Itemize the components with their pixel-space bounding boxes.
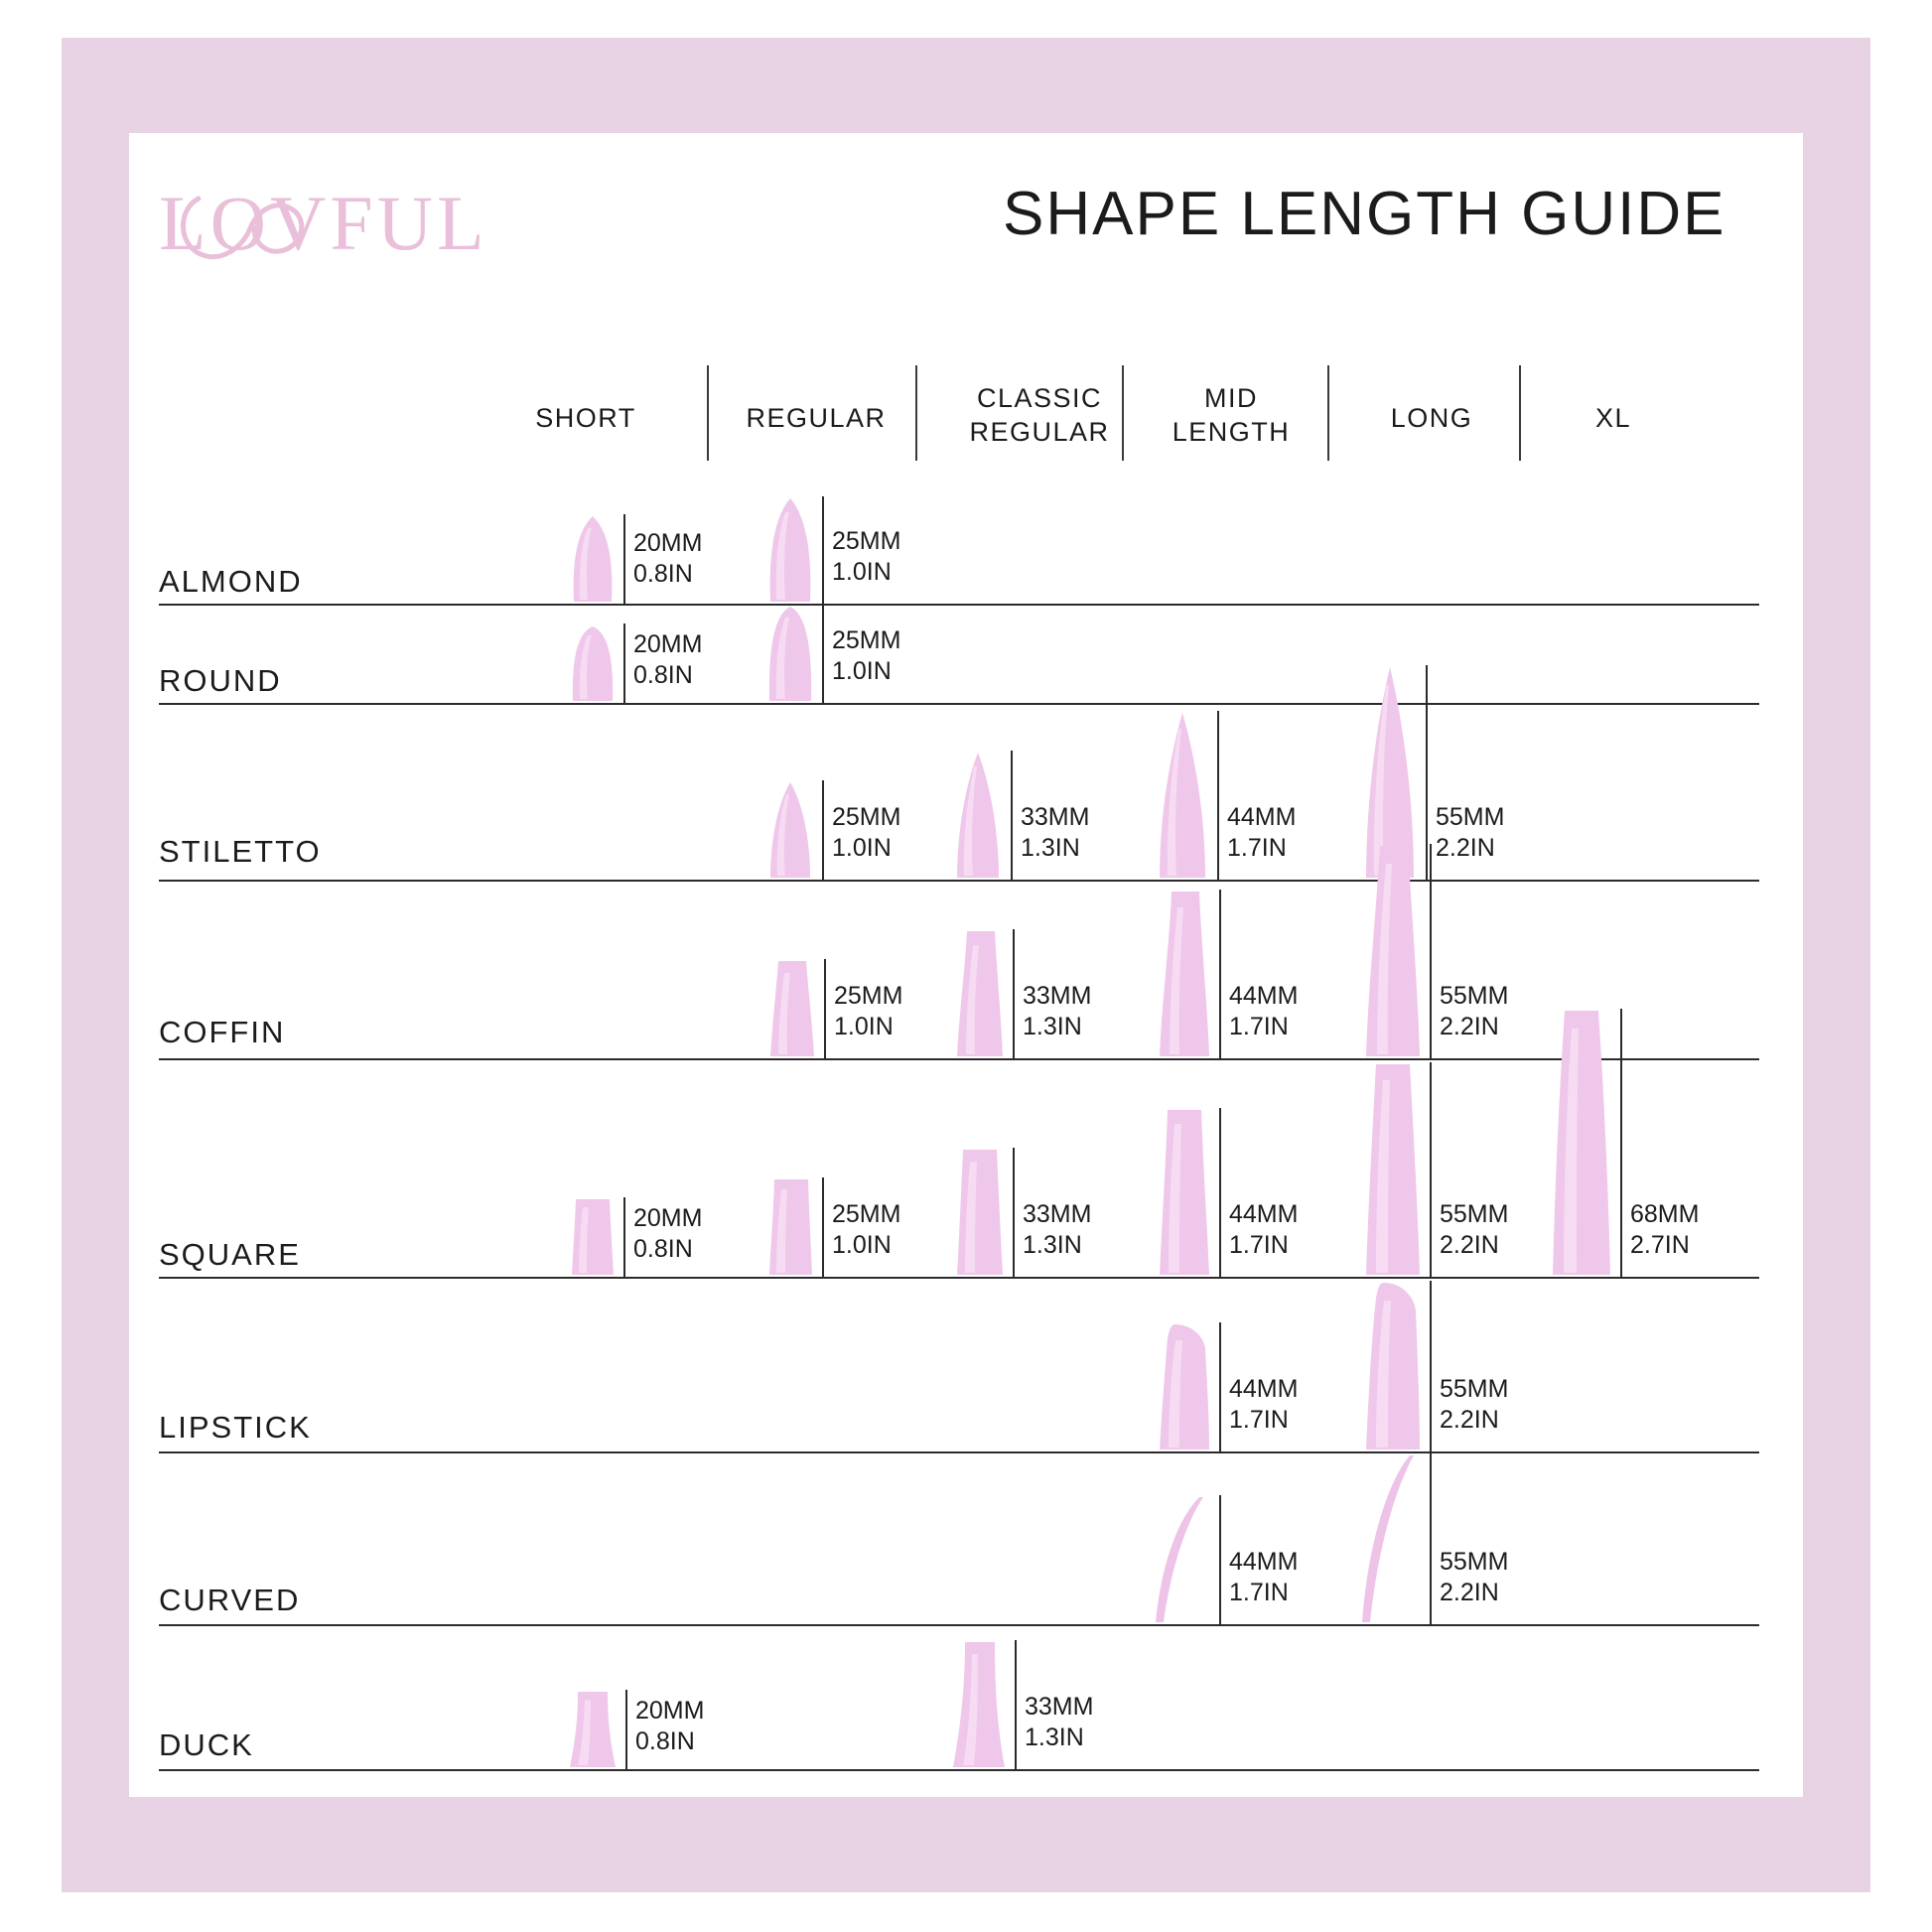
measure-round-short	[633, 629, 702, 692]
cell-square-regular	[764, 1177, 953, 1277]
measure-in: 2.2IN	[1440, 1406, 1499, 1435]
measure-duck-classic-regular	[1025, 1692, 1093, 1754]
measure-tick	[1219, 890, 1221, 1058]
measure-mm: 55MM	[1436, 803, 1505, 831]
nail-square-long	[1360, 1062, 1426, 1277]
nail-coffin-long	[1360, 844, 1426, 1058]
row-divider	[159, 604, 1759, 606]
column-header-classic-regular-line2: REGULAR	[969, 416, 1110, 447]
nail-lipstick-long	[1360, 1281, 1426, 1451]
row-label-duck: DUCK	[159, 1727, 254, 1762]
nail-duck-classic-regular	[951, 1640, 1009, 1769]
measure-in: 1.3IN	[1025, 1724, 1084, 1752]
measure-square-xl	[1630, 1199, 1699, 1262]
measure-in: 0.8IN	[633, 560, 693, 589]
measure-tick	[1013, 1148, 1015, 1277]
measure-in: 1.7IN	[1229, 1013, 1289, 1041]
nail-coffin-classic-regular	[951, 929, 1009, 1058]
measure-tick	[623, 623, 625, 703]
row-divider	[159, 1624, 1759, 1626]
measure-tick	[1430, 1062, 1432, 1277]
measure-in: 2.7IN	[1630, 1231, 1690, 1260]
cell-round-regular	[764, 604, 953, 703]
measure-in: 2.2IN	[1440, 1231, 1499, 1260]
measure-mm: 68MM	[1630, 1200, 1700, 1228]
cell-lipstick-long	[1360, 1281, 1559, 1451]
nail-stiletto-mid-length	[1154, 711, 1211, 880]
measure-almond-short	[633, 528, 702, 591]
cell-coffin-mid-length	[1154, 890, 1352, 1058]
cell-curved-mid-length	[1154, 1495, 1352, 1624]
measure-coffin-classic-regular	[1023, 981, 1091, 1043]
measure-in: 1.3IN	[1021, 834, 1080, 863]
row-label-almond: ALMOND	[159, 564, 303, 599]
measure-mm: 55MM	[1440, 982, 1509, 1010]
row-divider	[159, 1058, 1759, 1060]
measure-tick	[1011, 751, 1013, 880]
row-label-lipstick: LIPSTICK	[159, 1410, 312, 1445]
measure-in: 1.3IN	[1023, 1231, 1082, 1260]
measure-tick	[1430, 844, 1432, 1058]
measure-tick	[822, 604, 824, 703]
nail-round-regular	[764, 604, 816, 703]
measure-mm: 55MM	[1440, 1548, 1509, 1576]
measure-mm: 44MM	[1227, 803, 1297, 831]
measure-in: 2.2IN	[1436, 834, 1495, 863]
row-label-round: ROUND	[159, 663, 282, 698]
nail-round-short	[568, 623, 618, 703]
measure-in: 1.0IN	[832, 1231, 892, 1260]
measure-mm: 33MM	[1021, 803, 1090, 831]
nail-square-regular	[764, 1177, 818, 1277]
measure-tick	[1620, 1009, 1622, 1277]
nail-stiletto-regular	[764, 780, 816, 880]
measure-in: 0.8IN	[633, 661, 693, 690]
measure-mm: 20MM	[633, 529, 703, 557]
nail-curved-mid-length	[1154, 1495, 1215, 1624]
cell-square-short	[568, 1197, 747, 1277]
column-header-mid-length-line1: MID	[1204, 383, 1258, 413]
measure-tick	[822, 496, 824, 604]
measure-mm: 20MM	[635, 1697, 705, 1725]
cell-duck-classic-regular	[951, 1640, 1150, 1769]
column-header-classic-regular-line1: CLASSIC	[976, 383, 1103, 413]
cell-round-short	[568, 623, 747, 703]
measure-in: 1.7IN	[1229, 1579, 1289, 1607]
measure-in: 2.2IN	[1440, 1013, 1499, 1041]
measure-mm: 55MM	[1440, 1200, 1509, 1228]
row-divider	[159, 1769, 1759, 1771]
measure-coffin-regular	[834, 981, 902, 1043]
measure-stiletto-classic-regular	[1021, 802, 1089, 865]
measure-tick	[824, 959, 826, 1058]
measure-lipstick-long	[1440, 1374, 1508, 1437]
measure-mm: 25MM	[832, 1200, 901, 1228]
measure-mm: 44MM	[1229, 1548, 1299, 1576]
measure-in: 1.7IN	[1229, 1231, 1289, 1260]
nail-lipstick-mid-length	[1154, 1322, 1215, 1451]
measure-tick	[1430, 1453, 1432, 1624]
measure-mm: 33MM	[1025, 1693, 1094, 1721]
cell-coffin-regular	[764, 959, 953, 1058]
measure-tick	[1219, 1495, 1221, 1624]
measure-tick	[625, 1690, 627, 1769]
cell-square-classic-regular	[951, 1148, 1150, 1277]
measure-mm: 25MM	[832, 527, 901, 555]
measure-in: 2.2IN	[1440, 1579, 1499, 1607]
measure-mm: 25MM	[832, 803, 901, 831]
measure-mm: 25MM	[832, 626, 901, 654]
measure-duck-short	[635, 1696, 704, 1758]
column-header-xl: XL	[1594, 403, 1632, 433]
measure-stiletto-regular	[832, 802, 900, 865]
measure-tick	[822, 1177, 824, 1277]
measure-square-mid-length	[1229, 1199, 1298, 1262]
nail-square-short	[568, 1197, 618, 1277]
nail-coffin-regular	[764, 959, 820, 1058]
column-divider	[1327, 365, 1329, 461]
cell-stiletto-classic-regular	[951, 751, 1150, 880]
cell-coffin-classic-regular	[951, 929, 1150, 1058]
measure-mm: 20MM	[633, 630, 703, 658]
measure-in: 1.0IN	[832, 657, 892, 686]
column-header-long: LONG	[1390, 403, 1473, 433]
measure-square-regular	[832, 1199, 900, 1262]
measure-coffin-long	[1440, 981, 1508, 1043]
measure-in: 1.3IN	[1023, 1013, 1082, 1041]
measure-in: 1.7IN	[1229, 1406, 1289, 1435]
nail-almond-short	[568, 514, 618, 604]
column-divider	[1122, 365, 1124, 461]
measure-in: 0.8IN	[635, 1727, 695, 1756]
measure-mm: 44MM	[1229, 1200, 1299, 1228]
measure-stiletto-mid-length	[1227, 802, 1296, 865]
row-label-stiletto: STILETTO	[159, 834, 322, 869]
measure-tick	[623, 1197, 625, 1277]
cell-stiletto-regular	[764, 780, 953, 880]
column-header-classic-regular	[925, 382, 1154, 450]
column-header-mid-length-line2: LENGTH	[1172, 416, 1291, 447]
cell-coffin-long	[1360, 844, 1559, 1058]
column-divider	[915, 365, 917, 461]
cell-almond-regular	[764, 496, 953, 604]
measure-almond-regular	[832, 526, 900, 589]
nail-coffin-mid-length	[1154, 890, 1215, 1058]
measure-square-short	[633, 1203, 702, 1266]
measure-mm: 33MM	[1023, 1200, 1092, 1228]
measure-tick	[1015, 1640, 1017, 1769]
cell-lipstick-mid-length	[1154, 1322, 1352, 1451]
row-label-coffin: COFFIN	[159, 1015, 286, 1049]
measure-square-long	[1440, 1199, 1508, 1262]
measure-in: 1.0IN	[834, 1013, 894, 1041]
cell-curved-long	[1360, 1453, 1559, 1624]
row-divider	[159, 1277, 1759, 1279]
cell-square-xl	[1547, 1009, 1745, 1277]
measure-curved-long	[1440, 1547, 1508, 1609]
measure-curved-mid-length	[1229, 1547, 1298, 1609]
measure-in: 0.8IN	[633, 1235, 693, 1264]
measure-in: 1.7IN	[1227, 834, 1287, 863]
measure-mm: 33MM	[1023, 982, 1092, 1010]
row-label-square: SQUARE	[159, 1237, 301, 1272]
measure-mm: 25MM	[834, 982, 903, 1010]
cell-square-mid-length	[1154, 1108, 1352, 1277]
measure-tick	[1430, 1281, 1432, 1451]
measure-square-classic-regular	[1023, 1199, 1091, 1262]
column-divider	[1519, 365, 1521, 461]
measure-tick	[623, 514, 625, 604]
cell-stiletto-mid-length	[1154, 711, 1352, 880]
measure-mm: 55MM	[1440, 1375, 1509, 1403]
measure-tick	[822, 780, 824, 880]
measure-in: 1.0IN	[832, 558, 892, 587]
nail-square-xl	[1547, 1009, 1616, 1277]
nail-stiletto-classic-regular	[951, 751, 1005, 880]
measure-tick	[1219, 1108, 1221, 1277]
column-header-mid-length	[1132, 382, 1330, 450]
measure-tick	[1217, 711, 1219, 880]
measure-mm: 20MM	[633, 1204, 703, 1232]
nail-duck-short	[568, 1690, 620, 1769]
measure-round-regular	[832, 625, 900, 688]
cell-square-long	[1360, 1062, 1559, 1277]
column-divider	[707, 365, 709, 461]
cell-duck-short	[568, 1690, 747, 1769]
nail-square-mid-length	[1154, 1108, 1215, 1277]
row-label-curved: CURVED	[159, 1583, 301, 1617]
measure-tick	[1219, 1322, 1221, 1451]
nail-almond-regular	[764, 496, 816, 604]
cell-almond-short	[568, 514, 747, 604]
measure-tick	[1013, 929, 1015, 1058]
column-header-regular: REGULAR	[746, 403, 887, 433]
nail-square-classic-regular	[951, 1148, 1009, 1277]
measure-lipstick-mid-length	[1229, 1374, 1298, 1437]
nail-curved-long	[1360, 1453, 1426, 1624]
measure-coffin-mid-length	[1229, 981, 1298, 1043]
page-title: SHAPE LENGTH GUIDE	[1003, 180, 1726, 248]
measure-mm: 44MM	[1229, 1375, 1299, 1403]
measure-mm: 44MM	[1229, 982, 1299, 1010]
measure-in: 1.0IN	[832, 834, 892, 863]
brand-logo	[159, 169, 576, 288]
brand-name: LOVFUL	[159, 180, 488, 266]
column-header-short: SHORT	[535, 403, 636, 433]
